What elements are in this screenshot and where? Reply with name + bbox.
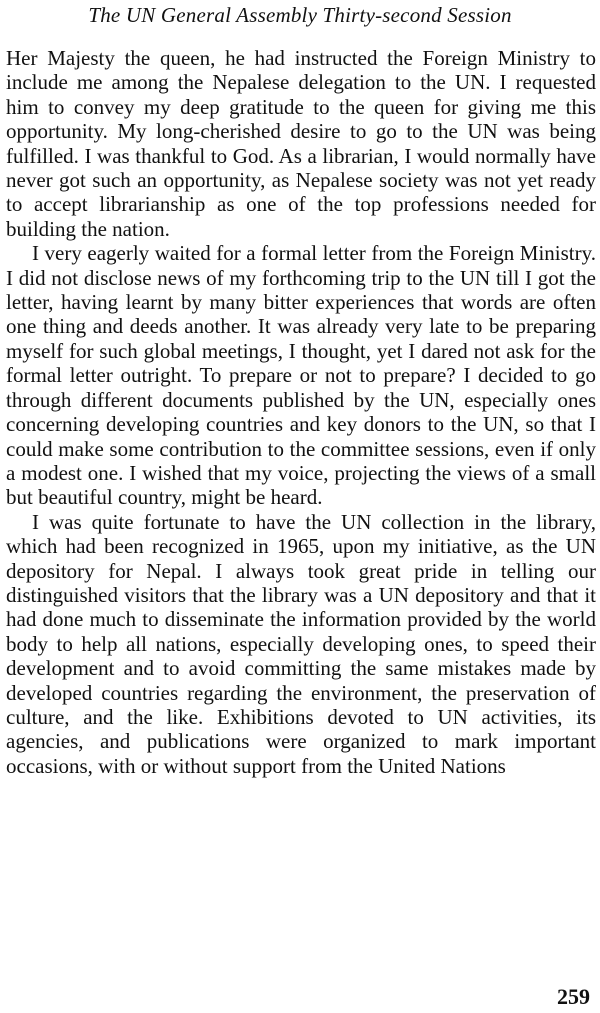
paragraph-1: Her Majesty the queen, he had instructed the Foreign Ministry to include me among the Nepalese delegation to the UN. I requested him to convey my deep gratitude to the queen for giving me this opportunity. My long-cherished desire to go to the UN was being fulfilled. I was thankful to God. As a librarian, I would normally have never got such an opportunity, as Nepalese society was not yet ready to accept librarianship as one of the top professions needed for building the nation. — [6, 46, 596, 241]
paragraph-3: I was quite fortunate to have the UN collection in the library, which had been recognized in 1965, upon my initiative, as the UN depository for Nepal. I always took great pride in telling our distinguished visitors that the library was a UN depository and that it had done much to disseminate the information provided by the world body to help all nations, especially developing ones, to speed their development and to avoid committing the same mistakes made by developed countries regarding the environment, the preservation of culture, and the like. Exhibitions devoted to UN activities, its agencies, and publications were organized to mark important occasions, with or without support from the United Nations — [6, 509, 596, 778]
page-number: 259 — [557, 984, 590, 1009]
running-head: The UN General Assembly Thirty-second Session — [88, 3, 512, 27]
paragraph-2: I very eagerly waited for a formal letter from the Foreign Ministry. I did not disclose news of my forthcoming trip to the UN till I got the letter, having learnt by many bitter experiences that words are often one thing and deeds another. It was already very late to be preparing myself for such global meetings, I thought, yet I dared not ask for the formal letter outright. To prepare or not to prepare? I decided to go through different documents published by the UN, especially ones concerning developing countries and key donors to the UN, so that I could make some contribution to the committee sessions, even if only a modest one. I wished that my voice, projecting the views of a small but beautiful country, might be heard. — [6, 241, 596, 510]
body-text — [6, 46, 596, 778]
